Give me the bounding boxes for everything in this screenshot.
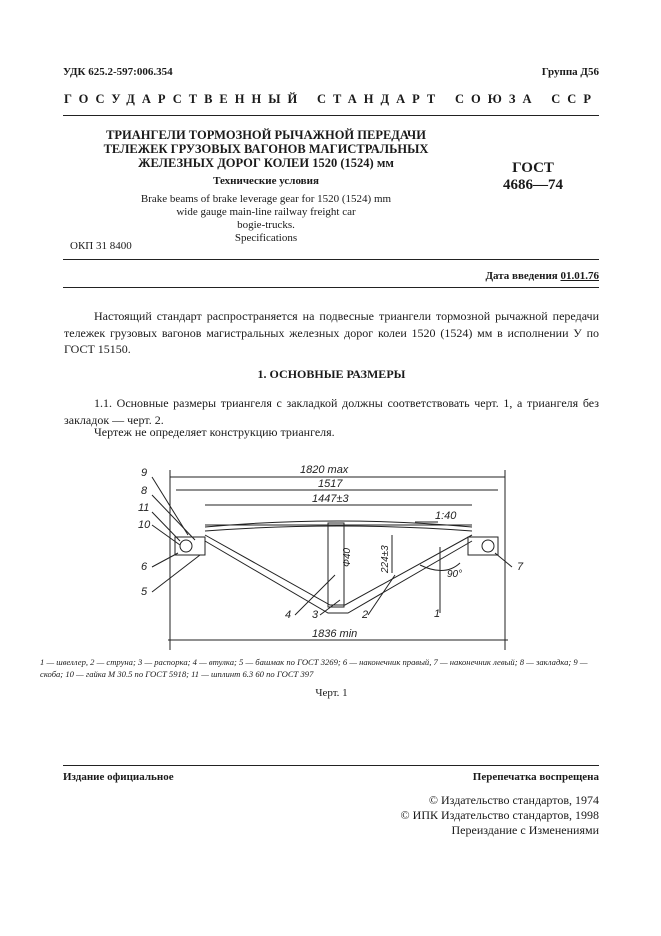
title-line-1: ТРИАНГЕЛИ ТОРМОЗНОЙ РЫЧАЖНОЙ ПЕРЕДАЧИ	[106, 128, 426, 142]
intro-paragraph: Настоящий стандарт распространяется на подвесные триангели тормозной рычажной передачи тележек грузовых вагонов магистральных железных дорог колеи 1520 (1524) мм в исполнении У по ГОСТ 15150.	[64, 309, 599, 356]
leader-6	[152, 553, 178, 567]
english-line-2: wide gauge main-line railway freight car	[176, 206, 356, 218]
document-title	[84, 128, 448, 170]
okp-code: ОКП 31 8400	[70, 240, 132, 252]
callout-4: 4	[285, 609, 292, 621]
paragraph-1-1: 1.1. Основные размеры триангеля с закладкой должны соответствовать черт. 1, а триангеля без закладок — черт. 2.	[64, 396, 599, 427]
callout-10: 10	[138, 519, 151, 531]
dim-1836: 1836 min	[312, 628, 358, 640]
leader-2	[368, 575, 395, 615]
copyright-1974: © Издательство стандартов, 1974	[428, 793, 599, 807]
date-rule	[63, 287, 599, 288]
paragraph-note: Чертеж не определяет конструкцию триангеля.	[94, 425, 335, 439]
intro-date-label: Дата введения	[485, 270, 561, 282]
callout-9: 9	[141, 467, 148, 479]
callout-6: 6	[141, 561, 148, 573]
section-title: 1. ОСНОВНЫЕ РАЗМЕРЫ	[257, 367, 406, 381]
leader-10	[152, 525, 180, 545]
figure-caption: 1 — швеллер, 2 — струна; 3 — распорка; 4 — втулка; 5 — башмак по ГОСТ 3269; 6 — наконечник правый, 7 — наконечник левый; 8 — закладка; 9 — скоба; 10 — гайка М 30.5 по ГОСТ 5918; 11 — шплинт 6.3 60 по ГОСТ 397	[40, 657, 588, 679]
intro-date	[485, 270, 599, 282]
title-line-2: ТЕЛЕЖЕК ГРУЗОВЫХ ВАГОНОВ МАГИСТРАЛЬНЫХ	[103, 142, 429, 156]
right-nut	[482, 540, 494, 552]
document-subtitle: Технические условия	[213, 175, 319, 187]
english-line-3: bogie-trucks.	[237, 219, 295, 231]
gost-label: ГОСТ	[512, 160, 554, 176]
channel-beam-lower	[205, 526, 472, 531]
callout-5: 5	[141, 586, 148, 598]
dim-slope: 1:40	[435, 510, 457, 522]
banner-word-3: СОЮЗА	[455, 92, 539, 106]
dim-diameter: Ф40	[342, 547, 353, 567]
group-code: Группа Д56	[541, 66, 599, 78]
gost-code: 4686—74	[503, 177, 563, 193]
leader-11	[152, 512, 180, 541]
title-line-3: ЖЕЛЕЗНЫХ ДОРОГ КОЛЕИ 1520 (1524) мм	[138, 156, 394, 170]
english-title	[84, 193, 448, 245]
leader-7	[495, 553, 512, 567]
callout-3: 3	[312, 609, 319, 621]
udk-code: УДК 625.2-597:006.354	[63, 66, 173, 78]
dim-1820: 1820 max	[300, 464, 349, 476]
banner-word-4: ССР	[551, 92, 598, 106]
english-line-1: Brake beams of brake leverage gear for 1520 (1524) mm	[140, 193, 392, 205]
brake-beam-drawing	[0, 455, 661, 655]
truss-rod-lower	[205, 541, 472, 613]
banner-word-2: СТАНДАРТ	[316, 92, 443, 106]
callout-2: 2	[362, 609, 369, 621]
truss-rod	[205, 535, 472, 605]
intro-date-value: 01.01.76	[560, 270, 599, 282]
dim-1517: 1517	[318, 478, 343, 490]
callout-8: 8	[141, 485, 148, 497]
official-edition: Издание официальное	[63, 771, 174, 783]
header-rule	[63, 115, 599, 116]
leader-5	[152, 555, 200, 592]
leader-8	[152, 495, 195, 540]
copyright-1998: © ИПК Издательство стандартов, 1998	[400, 808, 599, 822]
meta-rule	[63, 259, 599, 260]
figure-label: Черт. 1	[315, 687, 348, 699]
gost-number	[488, 160, 578, 194]
callout-1: 1	[434, 608, 441, 620]
banner-word-1: ГОСУДАРСТВЕННЫЙ	[64, 92, 305, 106]
reissue-note: Переиздание с Изменениями	[451, 823, 599, 837]
reprint-forbidden: Перепечатка воспрещена	[472, 771, 599, 783]
dim-height: 224±3	[380, 545, 391, 573]
english-line-4: Specifications	[234, 232, 298, 244]
footer-rule	[63, 765, 599, 766]
state-standard-banner	[64, 92, 598, 107]
left-nut	[180, 540, 192, 552]
dim-1447: 1447±3	[312, 493, 349, 505]
callout-11: 11	[138, 502, 150, 514]
dim-angle: 90°	[447, 569, 463, 580]
callout-7: 7	[517, 561, 524, 573]
